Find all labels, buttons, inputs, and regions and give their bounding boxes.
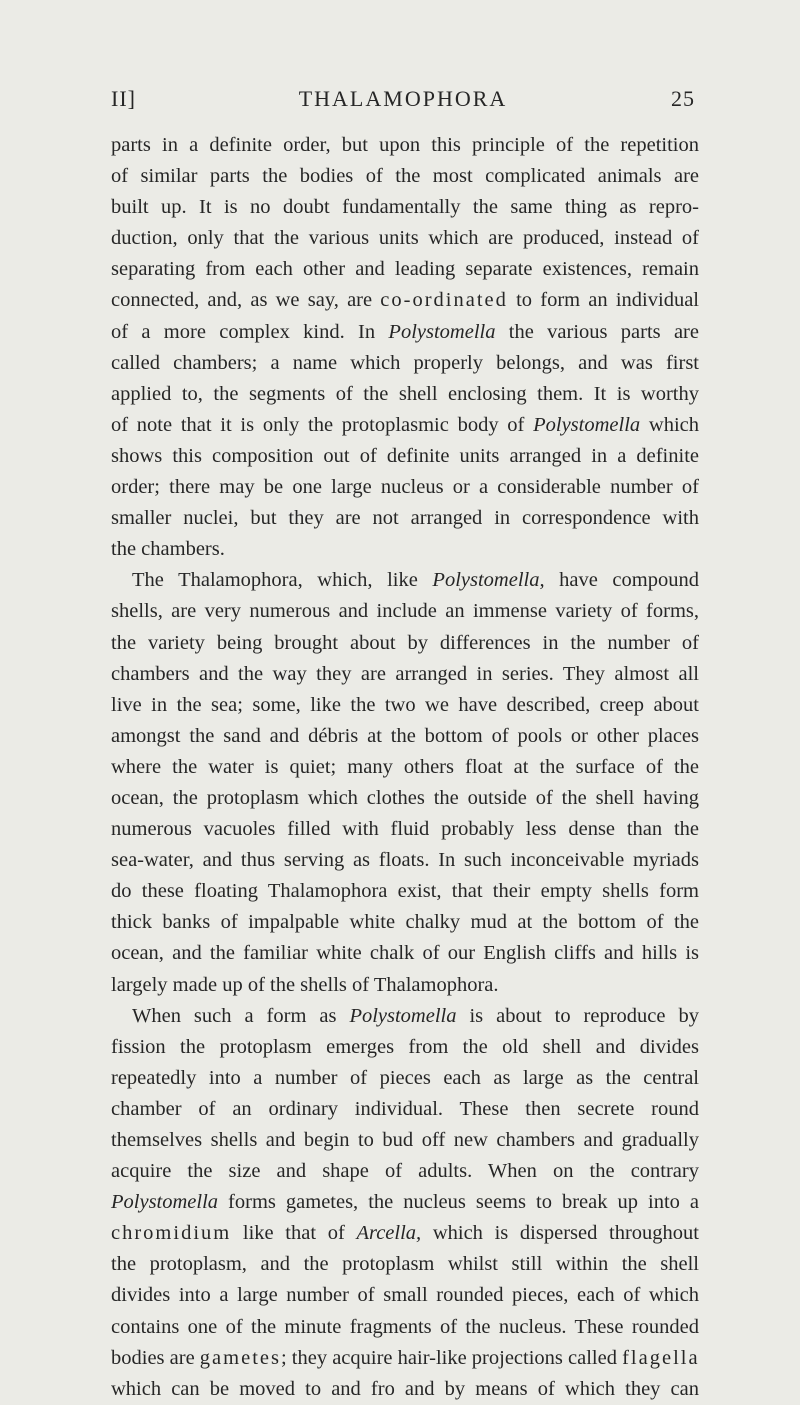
text-segment: smaller nuclei, but they are not arranged in correspondence with (111, 507, 699, 530)
text-line (111, 1249, 699, 1280)
spaced-text: co-ordinated (380, 289, 508, 312)
text-segment: the protoplasm, and the protoplasm whilst still within the shell (111, 1253, 699, 1276)
text-segment: contains one of the minute fragments of the nucleus. These rounded (111, 1315, 699, 1338)
italic-text: Polystomella (349, 1004, 457, 1027)
text-segment: which is dispersed throughout (421, 1222, 699, 1245)
text-segment: sea-water, and thus serving as floats. In such inconceivable myriads (111, 849, 699, 872)
text-line (111, 472, 699, 503)
text-line (111, 503, 699, 534)
text-line (111, 285, 699, 316)
text-segment: ocean, and the familiar white chalk of our English cliffs and hills is (111, 942, 699, 965)
text-line (111, 876, 699, 907)
text-segment: the chambers. (111, 538, 225, 561)
text-segment: repeatedly into a number of pieces each as large as the central (111, 1066, 699, 1089)
page-number: 25 (671, 86, 695, 111)
text-line (111, 1374, 699, 1405)
text-segment: fission the protoplasm emerges from the old shell and divides (111, 1035, 699, 1058)
text-segment: amongst the sand and débris at the bottom of pools or other places (111, 724, 699, 747)
text-segment: of note that it is only the protoplasmic body of (111, 413, 534, 436)
text-line (111, 596, 699, 627)
text-segment: which can be moved to and fro and by means of which they can (111, 1377, 699, 1400)
text-line (111, 1343, 699, 1374)
italic-text: Polystomella (111, 1191, 219, 1214)
text-segment: to form an individual (507, 289, 699, 312)
text-segment: which (640, 413, 699, 436)
text-segment: live in the sea; some, like the two we have described, creep about (111, 693, 699, 716)
text-line (111, 1063, 699, 1094)
text-line (111, 348, 699, 379)
text-segment: the variety being brought about by differences in the number of (111, 631, 699, 654)
text-line (111, 192, 699, 223)
text-segment: of similar parts the bodies of the most complicated animals are (111, 165, 699, 188)
text-segment: themselves shells and begin to bud off new chambers and gradually (111, 1129, 699, 1151)
text-segment: have compound (544, 569, 699, 592)
text-line (111, 1156, 699, 1187)
text-line (111, 845, 699, 876)
text-line (111, 1094, 699, 1125)
text-line (111, 161, 699, 192)
text-line (111, 1032, 699, 1063)
text-line (111, 379, 699, 410)
text-segment: like that of (231, 1222, 357, 1245)
text-line (111, 970, 699, 1001)
running-title: THALAMOPHORA (298, 86, 508, 111)
text-line (111, 534, 699, 565)
text-line (111, 410, 699, 441)
text-line (111, 565, 699, 596)
text-line (111, 628, 699, 659)
text-segment: numerous vacuoles filled with fluid probably less dense than the (111, 818, 699, 841)
text-line (111, 907, 699, 938)
text-segment: applied to, the segments of the shell enclosing them. It is worthy (111, 382, 699, 405)
text-segment: where the water is quiet; many others float at the surface of the (111, 755, 699, 778)
chapter-number: II] (111, 86, 136, 111)
text-segment: largely made up of the shells of Thalamophora. (111, 973, 499, 996)
text-segment: called chambers; a name which properly belongs, and was first (111, 351, 699, 374)
text-line (111, 1001, 699, 1032)
text-segment: forms gametes, the nucleus seems to break up into a (218, 1191, 699, 1214)
text-line (111, 1312, 699, 1343)
text-line (111, 721, 699, 752)
text-segment: ; they acquire hair-like projections called (280, 1346, 623, 1369)
text-segment: separating from each other and leading separate existences, remain (111, 258, 699, 281)
spaced-text: flagella (622, 1346, 700, 1369)
text-line (111, 223, 699, 254)
text-line (111, 1218, 699, 1249)
text-segment: chamber of an ordinary individual. These then secrete round (111, 1097, 699, 1120)
spaced-text: gametes (199, 1346, 281, 1369)
italic-text: Polystomella (533, 413, 641, 436)
text-line (111, 814, 699, 845)
text-segment: The Thalamophora, which, like (132, 569, 433, 592)
text-line (111, 938, 699, 969)
text-segment: chambers and the way they are arranged in series. They almost all (111, 662, 699, 685)
text-segment: of a more complex kind. In (111, 320, 389, 343)
text-segment: When such a form as (132, 1004, 350, 1027)
text-segment: the various parts are (495, 320, 699, 343)
text-line (111, 1280, 699, 1311)
text-line (111, 317, 699, 348)
text-line (111, 441, 699, 472)
text-segment: shows this composition out of definite units arranged in a definite (111, 444, 699, 467)
italic-text: Polystomella (388, 320, 496, 343)
running-header (111, 84, 695, 114)
text-line (111, 130, 699, 161)
text-segment: duction, only that the various units which are produced, instead of (111, 227, 699, 250)
italic-text: Arcella, (356, 1222, 422, 1245)
text-segment: connected, and, as we say, are (111, 289, 381, 312)
italic-text: Polystomella, (432, 569, 545, 592)
text-segment: acquire the size and shape of adults. When on the contrary (111, 1160, 699, 1183)
text-line (111, 690, 699, 721)
text-segment: bodies are (111, 1346, 200, 1369)
text-segment: order; there may be one large nucleus or a considerable number of (111, 476, 699, 499)
text-segment: divides into a large number of small rounded pieces, each of which (111, 1284, 699, 1307)
text-segment: thick banks of impalpable white chalky mud at the bottom of the (111, 911, 699, 934)
text-line (111, 783, 699, 814)
text-line (111, 659, 699, 690)
text-segment: parts in a definite order, but upon this principle of the repetition (111, 134, 699, 156)
text-segment: do these floating Thalamophora exist, that their empty shells form (111, 880, 699, 903)
text-segment: shells, are very numerous and include an immense variety of forms, (111, 600, 699, 623)
text-line (111, 1125, 699, 1156)
text-segment: ocean, the protoplasm which clothes the outside of the shell having (111, 786, 699, 809)
text-segment: built up. It is no doubt fundamentally the same thing as repro- (111, 196, 699, 219)
text-line (111, 1187, 699, 1218)
body-text (111, 130, 699, 1405)
text-line (111, 752, 699, 783)
text-line (111, 254, 699, 285)
spaced-text: chromidium (111, 1222, 232, 1245)
text-segment: is about to reproduce by (456, 1004, 699, 1027)
